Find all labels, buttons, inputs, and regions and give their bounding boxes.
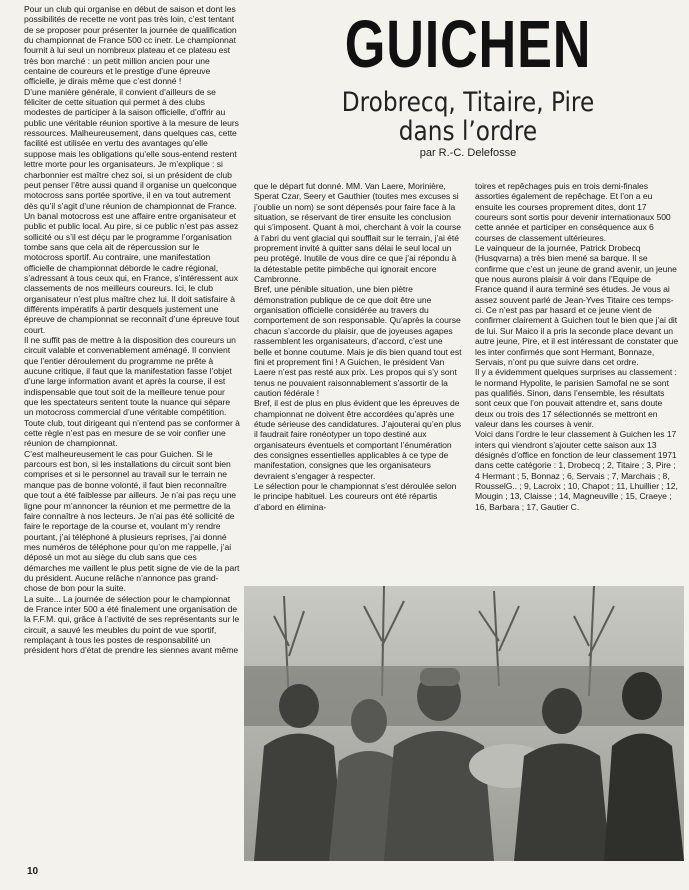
subtitle-line-1: Drobrecq, Titaire, Pire: [341, 87, 595, 118]
paragraph: Le sélection pour le championnat s’est déroulée selon le principe habituel. Les coureurs ont été répartis d’abord en élimina-: [254, 480, 457, 512]
paragraph: Voici dans l’ordre le leur classement à Guichen les 17 inters qui viendront s’ajouter cette saison aux 13 désignés d’office en fonction de leur classement 1971 dans cette catégorie : 1, Drobecq ; 2, Titaire ; 3, Pire ; 4 Hermant ; 5, Bonnaz ; 6, Servais ; 7, Marchais ; 8, RousselG.. ; 9, Lacroix ; 10, Chapot ; 11, Lhuillier ; 12, Mougin ; 13, Claisse ; 14, Magneuville ; 15, Craeye ; 16, Barbara ; 17, Gautier C.: [475, 429, 678, 512]
paragraph: Il y a évidemment quelques surprises au classement : le normand Hypolite, le parisien Samofal ne se sont pas qualifiés. Sinon, dans l’ensemble, les résultats sont ceux que l’on pouvait attendre et, sans doute deux ou trois des 17 sélectionnés se mettront en valeur dans les courses à venir.: [475, 367, 677, 429]
paragraph: Bref, il est de plus en plus évident que les épreuves de championnat ne doivent être accordées qu’après une étude sérieuse des candidatures. J’ajouterai qu’en plus il faudrait faire ronéotyper un topo destiné aux organisateurs éventuels et comportant l’énumération des consignes essentielles applicables à ce type de manifestation, consignes que les organisateurs devraient s’engager à respecter.: [254, 398, 461, 481]
article-subtitle: [283, 88, 653, 146]
text-column-3: [475, 181, 679, 512]
subtitle-line-2: dans l’ordre: [398, 116, 538, 147]
page-number: 10: [27, 866, 39, 877]
paragraph: Le vainqueur de la journée, Patrick Drobecq (Husqvarna) a très bien mené sa barque. Il se confirme que c’est un jeune de grand avenir, un jeune que nous aurons plaisir à voir dans l’Equipe de France quand il aura terminé ses études. Je vous ai assez souvent parlé de Jean-Yves Titaire ces temps-ci. Ce n’est pas par hasard et ce jeune vient de confirmer clairement à Guichen tout le bien que j’ai dit de lui. Sur Maico il a pris la seconde place devant un autre jeune, Pire, et il est intéressant de constater que les inter confirmés que sont Hermant, Bonnaze, Servais, n’ont pu que suivre dans cet ordre.: [475, 243, 679, 367]
paragraph: Bref, une pénible situation, une bien piètre démonstration publique de ce que doit être une organisation officielle considérée au travers du comportement de son responsable. Qu’après la course chacun s’accorde du plaisir, que de joyeuses agapes rassemblent les organisateurs, d’accord, c’est une belle et bonne coutume. Mais je dis bien quand tout est fini et proprement fini ! A Guichen, le président Van Laere n’est pas resté aux prix. Les propos qui s’y sont tenus ne pouvaient raisonnablement s’assortir de la caution fédérale !: [254, 284, 462, 398]
paragraph: La suite... La journée de sélection pour le championnat de France inter 500 a été finalement une organisation de la F.F.M. qui, grâce à l’activité de ses représentants sur le circuit, a sauvé les meubles du point de vue sportif, remplaçant à tous les postes de responsabilité un président hors d’état de prendre les siennes avant même: [24, 593, 240, 656]
paragraph: D’une manière générale, il convient d’ailleurs de se féliciter de cette situation qui permet à des clubs modestes de participer à la saison officielle, d’offrir au public une véritable réunion sportive à la mesure de leurs ressources. Malheureusement, dans quelques cas, cette facilité est utilisée en vertu des avantages qu’elle suppose mais les obligations qu’elle sous-entend restent lettre morte pour les organisateurs. Je m’explique : si charbonnier est maître chez soi, si un président de club peut penser l’être aussi quand il organise un quelconque motocross sans portée sportive, il en va tout autrement dès qu’il s’agit d’une réunion de championnat de France. Un banal motocross est une affaire entre organisateur et public et public local. Au pire, si ce public n’est pas assez sollicité ou s’il est déçu par le programme l’organisation tombe sans que cela ait de répercussion sur le motocross sportif. Au contraire, une manifestation officielle de championnat déborde le cadre régional, s’adressant à tous ceux qui, en France, s’intéressent aux classements de nos meilleurs coureurs. Ici, le club organisateur n’est plus maître chez lui. Il doit satisfaire à différents impératifs à partir desquels justement une épreuve de championnat se reconnaît d’une épreuve tout court.: [24, 86, 240, 335]
paragraph: Il ne suffit pas de mettre à la disposition des coureurs un circuit valable et convenablement aménagé. Il convient que l’entier déroulement du programme ne prête à aucune critique, il faut que la manifestation fasse l’objet d’une large information avant et après la course, il est indispensable que tout soit de la meilleure tenue pour que les spectateurs sentent toute la nuance qui sépare un motocross commercial d’une véritable compétition. Toute club, tout dirigeant qui n’entend pas se conformer à cette règle n’est pas en mesure de se voir confier une réunion de championnat.: [24, 335, 240, 449]
text-column-1: [24, 4, 240, 656]
paragraph: Pour un club qui organise en début de saison et dont les possibilités de recette ne vont pas très loin, c’est tentant de se proposer pour présenter la journée de qualification du championnat de France 500 cc inetr. Le championnat fournit à lui seul un nombreux plateau et ce plateau est très bon marché : un petit million ancien pour une centaine de coureurs et le prestige d’une épreuve officielle, je dirais même que c’est donné !: [24, 4, 237, 87]
byline: par R.-C. Delefosse: [419, 147, 517, 159]
paragraph: toires et repêchages puis en trois demi-finales assorties également de repêchage. Et l’on a eu ensuite les courses proprement dites, dont 17 coureurs sont sortis pour devenir internationaux 500 cette année et participer en conséquence aux 6 courses de classement ultérieures.: [475, 181, 671, 243]
paragraph: que le départ fut donné. MM. Van Laere, Morinière, Sperat Czar, Seery et Gauthier (toutes mes excuses si j’oublie un nom) se sont dépensés pour faire face à la situation, se réservant de tirer ensuite les conclusion qui s’imposent. Quant à moi, cherchant à voir la course à l’abri du vent glacial qui soufflait sur le terrain, j’ai été proprement invité à quitter sans délai le seul local un peu protégé. Inutile de vous dire ce que j’ai répondu à la détestable petite pimbêche qui ignorait encore Cambronne.: [254, 181, 461, 285]
paragraph: C’est malheureusement le cas pour Guichen. Si le parcours est bon, si les installations du circuit sont bien comprises et si le personnel au travail sur le terrain ne manque pas de bonne volonté, il faut bien reconnaître que tout a été faiblesse par ailleurs. Je n’ai pas reçu une ligne pour m’annoncer la réunion et me permettre de la faire connaître à nos lecteurs. Je n’ai pas été sollicité de faire le reportage de la course et, voulant m’y rendre pourtant, j’ai téléphoné à plusieurs reprises, j’ai donné mes numéros de téléphone pour qu’on me rappelle, j’ai déposé un mot au siège du club sans que ces démarches me vaillent le plus petit signe de vie de la part du président. Aucune relâche n’annonce pas grand-chose de bon pour la suite.: [24, 448, 240, 594]
group-photo: [244, 586, 684, 861]
article-title: GUICHEN: [344, 7, 592, 82]
text-column-2: [254, 181, 462, 512]
